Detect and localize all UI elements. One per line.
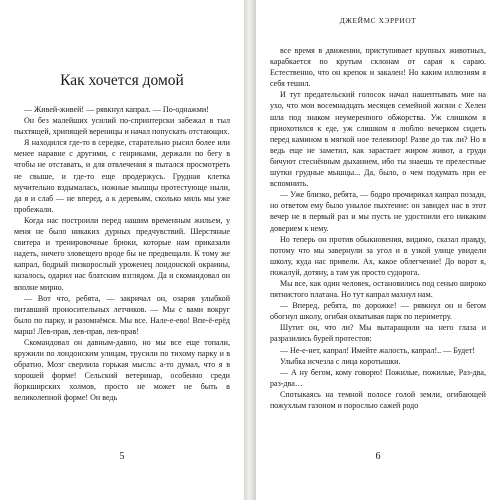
left-page: [0, 0, 244, 500]
paragraph: Скомандовал он давным-давно, но мы все еще топали, кружили по лондонским улицам, трусили по тихому парку и в обратно. Мозг сверлила горькая мысль: а-то думал, что я в хорошей форме! Сельский ветеринар, особенно среди йоркширских холмов, просто не может не быть в великолепной форме! Он ведь: [14, 337, 230, 403]
paragraph: — Не-е-нет, капрал! Имейте жалость, капрал!.. — Будет!: [280, 345, 476, 355]
paragraph: Я находился где-то в середке, старательно рысил более или менее наравне с другими, с генриками, держали по бегу в чтобы не отставать, и для отвлечения я пытался просмотреть не свыше, и где-то еще продержусь. Грудная клетка мучительно вздымалась, ножные мышцы протестующе ныли, да я и слаб — не вперед, а к деревьям, сколько миль мы уже пробежали.: [14, 138, 230, 214]
book-gutter: [244, 0, 256, 500]
chapter-title: Как хочется домой: [60, 72, 184, 89]
running-header: ДЖЕЙМС ХЭРРИОТ: [339, 16, 417, 25]
paragraph: И тут предательский голосок начал нашептывать мне на ухо, что мои восемнадцать месяцев семейной жизни с Хелен шла под знаком неумеренного обжорства. Уж слишком я приохотился к еде, уж слишком я люблю вечерком сидеть перед камином в мягкой ное телевизор! Разве до так ли? Но я ведь еще не заметил, как зарастает жиром живот, а груди бичуют стеснённым дыханием, ибо ты знаешь те прелестные шутки грудные мышцы... Да, было, о чем подумать при ее вспомнить.: [270, 90, 486, 189]
paragraph: — А ну бегом, кому говорю! Пожилые, пожилые, Раз-два, раз-два…: [270, 367, 486, 388]
paragraph: Спотыкаясь на темной полосе голой земли, огибающей пожухлым газоном и порослью сажей родо: [270, 389, 486, 410]
page-number-right: 6: [375, 451, 381, 462]
paragraph: все время в движении, приступивает крупных животных, карабкается по крутым склонам от сарая к сараю. Естественно, что он крепок и закален! Но каким иллюзиям я себя тешил.: [270, 46, 486, 89]
paragraph: — Вот что, ребята, — закричал он, озаряя улыбкой питавший проносительных летчиков. — Мы с вами вокруг было по парку, и разомнёмся. Мы все. Нале-е-ево! Впе-ё-ерёд марш! Лев-прав, лев-прав, лев-прав!: [14, 293, 230, 336]
left-page-text: [14, 104, 230, 404]
paragraph: — Живей-живей! — рявкнул капрал. — По-однажми!: [24, 105, 209, 114]
paragraph: Мы все, как один человек, остановились под сенью широко пятнистого платана. Но тут капрал махнул нам.: [270, 278, 486, 300]
paragraph: — Уже близко, ребята, — бодро прочирикал капрал позади, но ответом ему было унылое пыхтение: он завидел нас в этот вечер не в первый раз и мы пусть не удостоили его никаким доверием к нему.: [270, 190, 486, 233]
paragraph: Когда нас построили перед нашим временным жильем, у меня не было никаких дурных предчувствий. Шерстяные свитера и тренировочные брюки, которые нам приказали надеть, ничего зловещего вроде бы не предвещали. К тому же капрал, бодрый пизкорослый уроженец лондонской окраины, казалось, одарил нас блатским взглядом. Да и скомандовал он вполне мирно.: [14, 215, 230, 292]
paragraph: — Вперед, ребята, по дорожке! — рявкнул он и бегом обогнул школу, огибая охватывая парк по периметру.: [270, 301, 486, 322]
paragraph: Он без малейших усилий по-спринтерски забежал в тыл пыхтящей, хрипящей вереницы и начал попускать отстающих.: [14, 116, 230, 137]
paragraph: Шутит он, что ли? Мы вытаращили на него глаза и разразились бурей протестов:: [270, 323, 486, 344]
page-number-left: 5: [119, 451, 125, 462]
right-page-text: [270, 45, 486, 411]
paragraph: Но теперь он против обыкновения, видимо, сказал правду, потому что мы завернули за угол и в узкой улице увидели школу, куда нас привели. Ах, какое облегчение! До ворот я, пожалуй, дотяну, а там уж просто судорога.: [270, 234, 486, 277]
right-page: [256, 0, 500, 500]
paragraph: Улыбка исчезла с лица коротышки.: [280, 356, 401, 366]
